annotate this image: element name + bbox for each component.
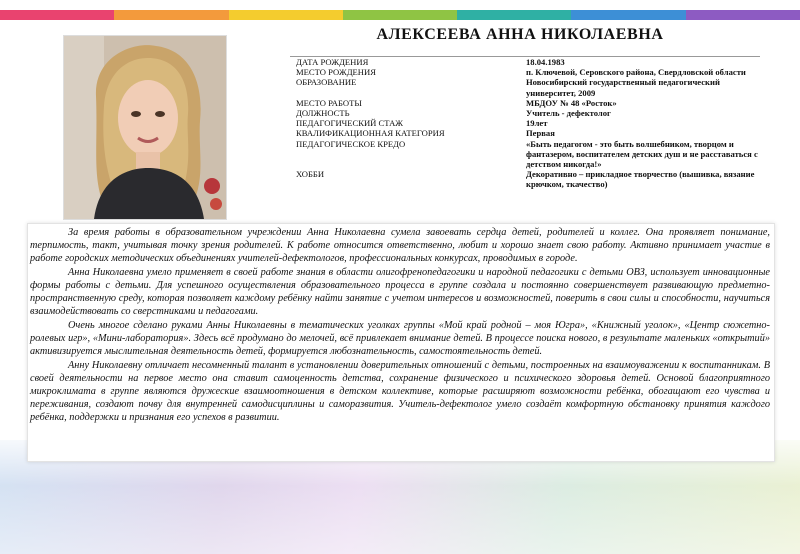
bio-paragraph: Очень многое сделано руками Анны Николаевны в тематических уголках группы «Мой край родной – моя Югра», «Книжный уголок», «Центр сюжетно-ролевых игр», «Мини-лаборатория». Здесь всё продумано до мелочей, всё привлекает внимание детей. В процессе поиска нового, в результате маленьких «открытий» активизируется мыслительная деятельность детей, формируется любознательность, самостоятельность детей. [30, 320, 770, 357]
info-row-workplace [290, 98, 760, 108]
stripe-segment [343, 10, 457, 20]
info-label: МЕСТО РОЖДЕНИЯ [296, 67, 376, 78]
info-value: Декоративно – прикладное творчество (вышивка, вязание крючком, ткачество) [526, 169, 755, 190]
info-value: п. Ключевой, Серовского района, Свердловской области [526, 67, 746, 78]
info-row-experience [290, 118, 760, 128]
info-row-position [290, 108, 760, 118]
stripe-segment [0, 10, 114, 20]
stripe-segment [571, 10, 685, 20]
portrait-illustration [64, 36, 226, 219]
info-label: КВАЛИФИКАЦИОННАЯ КАТЕГОРИЯ [296, 128, 445, 139]
bio-paragraph: Анна Николаевна умело применяет в своей работе знания в области олигофренопедагогики и народной педагогики с детьми ОВЗ, использует инновационные формы работы с детьми. Для успешного осуществления образовательного процесса в группе создала и постоянно совершенствует развивающую предметно-пространственную среду, которая позволяет каждому ребёнку найти занятие с учетом интересов и возможностей, поверить в свои силы и способности, научиться взаимодействовать со сверстниками и педагогами. [30, 267, 770, 317]
info-row-birth-place [290, 67, 760, 77]
info-label: ПЕДАГОГИЧЕСКИЙ СТАЖ [296, 118, 403, 129]
biography-text [30, 226, 770, 425]
decorative-color-stripe [0, 10, 800, 20]
stripe-segment [457, 10, 571, 20]
page-title: АЛЕКСЕЕВА АННА НИКОЛАЕВНА [376, 26, 664, 43]
info-value: Новосибирский государственный педагогический университет, 2009 [526, 77, 720, 98]
info-value: Учитель - дефектолог [526, 108, 611, 119]
info-row-education [290, 77, 760, 97]
info-label: ОБРАЗОВАНИЕ [296, 77, 357, 88]
stripe-segment [686, 10, 800, 20]
bio-paragraph: За время работы в образовательном учреждении Анна Николаевна сумела завоевать сердца детей, родителей и коллег. Она проявляет понимание, терпимость, такт, учитывая точку зрения родителей. К работе относится ответственно, любит и хорошо знает свою работу. Активно принимает участие в работе городских методических объединениях учителей-дефектологов, профессиональных конкурсах, проводимых в городе. [30, 227, 770, 264]
info-row-birth-date [290, 57, 760, 67]
info-value: Первая [526, 128, 555, 139]
info-value: МБДОУ № 48 «Росток» [526, 97, 617, 108]
info-label: ДАТА РОЖДЕНИЯ [296, 57, 369, 67]
info-row-credo [290, 139, 760, 170]
info-label: ДОЛЖНОСТЬ [296, 108, 350, 119]
info-label: МЕСТО РАБОТЫ [296, 97, 362, 108]
info-value: 19лет [526, 118, 548, 129]
portrait-photo [63, 35, 227, 220]
info-value: «Быть педагогом - это быть волшебником, творцом и фантазером, воспитателем детских душ и не расставаться с детством никогда!» [526, 138, 758, 170]
info-value: 18.04.1983 [526, 57, 565, 67]
info-label: ХОББИ [296, 169, 325, 180]
info-row-hobby [290, 169, 760, 189]
personal-info-table [290, 56, 760, 190]
stripe-segment [229, 10, 343, 20]
bio-paragraph: Анну Николаевну отличает несомненный талант в установлении доверительных отношений с детьми, построенных на взаимоуважении к воспитанникам. В своей деятельности на первое место она ставит самоценность детства, сохранение физического и психического здоровья детей. Основой благоприятного микроклимата в группе являются дружеские взаимоотношения в детском коллективе, которые расширяют возможности ребёнка, обогащают его чувства и переживания, создают почву для внутренней самодисциплины и саморазвития. Учитель-дефектолог умело создаёт комфортную обстановку принятия каждого ребёнка, поддержки и признания его успехов в развитии. [30, 360, 770, 423]
stripe-segment [114, 10, 228, 20]
info-label: ПЕДАГОГИЧЕСКОЕ КРЕДО [296, 138, 406, 149]
info-row-category [290, 128, 760, 138]
